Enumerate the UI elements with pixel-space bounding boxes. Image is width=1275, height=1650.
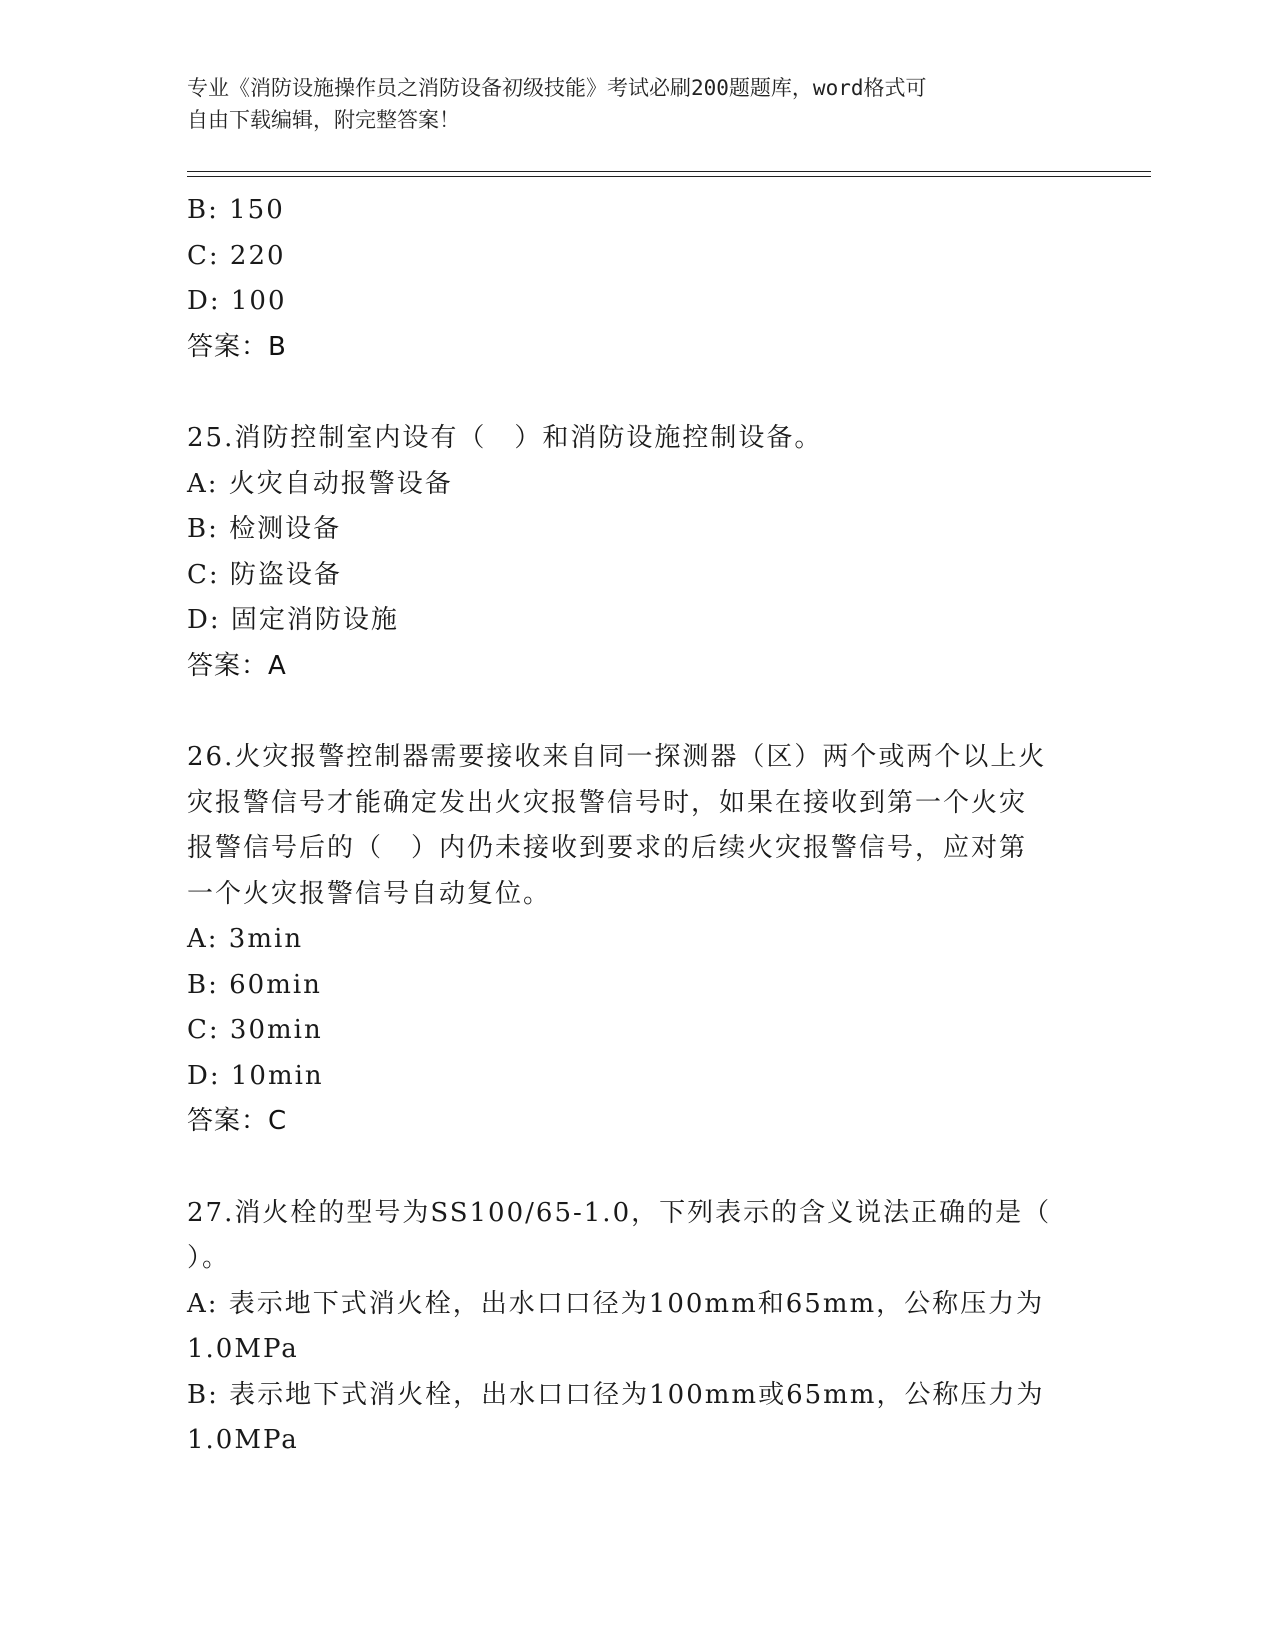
option-a: A: 火灾自动报警设备 bbox=[187, 468, 453, 499]
question-24-tail bbox=[187, 188, 1087, 370]
header-title-line-2: 自由下载编辑，附完整答案！ bbox=[187, 108, 460, 132]
option-a: A: 3min bbox=[187, 924, 304, 954]
answer-line: 答案：B bbox=[187, 331, 287, 362]
option-c: C: 防盗设备 bbox=[187, 559, 342, 590]
option-c: C: 220 bbox=[187, 240, 286, 271]
question-stem-line: 灾报警信号才能确定发出火灾报警信号时，如果在接收到第一个火灾 bbox=[187, 787, 1028, 818]
option-a-continued: 1.0MPa bbox=[187, 1334, 299, 1364]
question-stem-line: ）。 bbox=[187, 1243, 231, 1273]
question-stem-line: 报警信号后的（ ）内仍未接收到要求的后续火灾报警信号，应对第 bbox=[187, 833, 1028, 863]
option-b: B: 表示地下式消火栓，出水口口径为100mm或65mm，公称压力为 bbox=[187, 1379, 1045, 1410]
question-26 bbox=[187, 735, 1087, 1145]
option-b: B: 60min bbox=[187, 969, 322, 1000]
header-rule-bottom bbox=[187, 176, 1151, 177]
document-header bbox=[187, 72, 1087, 136]
option-b-continued: 1.0MPa bbox=[187, 1425, 299, 1455]
header-rule-top bbox=[187, 171, 1151, 172]
answer-line: 答案：C bbox=[187, 1106, 288, 1136]
option-b: B: 检测设备 bbox=[187, 514, 342, 544]
option-d: D: 固定消防设施 bbox=[187, 605, 399, 635]
option-a: A: 表示地下式消火栓，出水口口径为100mm和65mm，公称压力为 bbox=[187, 1288, 1045, 1319]
document-body bbox=[187, 188, 1087, 1464]
question-27 bbox=[187, 1191, 1087, 1464]
option-d: D: 100 bbox=[187, 286, 287, 316]
option-b: B: 150 bbox=[187, 195, 285, 225]
question-stem-line: 26.火灾报警控制器需要接收来自同一探测器（区）两个或两个以上火 bbox=[187, 742, 1047, 772]
option-c: C: 30min bbox=[187, 1015, 323, 1045]
header-title-line-1: 专业《消防设施操作员之消防设备初级技能》考试必刷200题题库，word格式可 bbox=[187, 76, 927, 100]
answer-line: 答案：A bbox=[187, 650, 287, 681]
question-stem: 25.消防控制室内设有（ ）和消防设施控制设备。 bbox=[187, 423, 823, 453]
question-stem-line: 一个火灾报警信号自动复位。 bbox=[187, 878, 552, 909]
question-25 bbox=[187, 416, 1087, 689]
question-stem-line: 27.消火栓的型号为SS100/65-1.0，下列表示的含义说法正确的是（ bbox=[187, 1197, 1052, 1228]
option-d: D: 10min bbox=[187, 1060, 324, 1091]
